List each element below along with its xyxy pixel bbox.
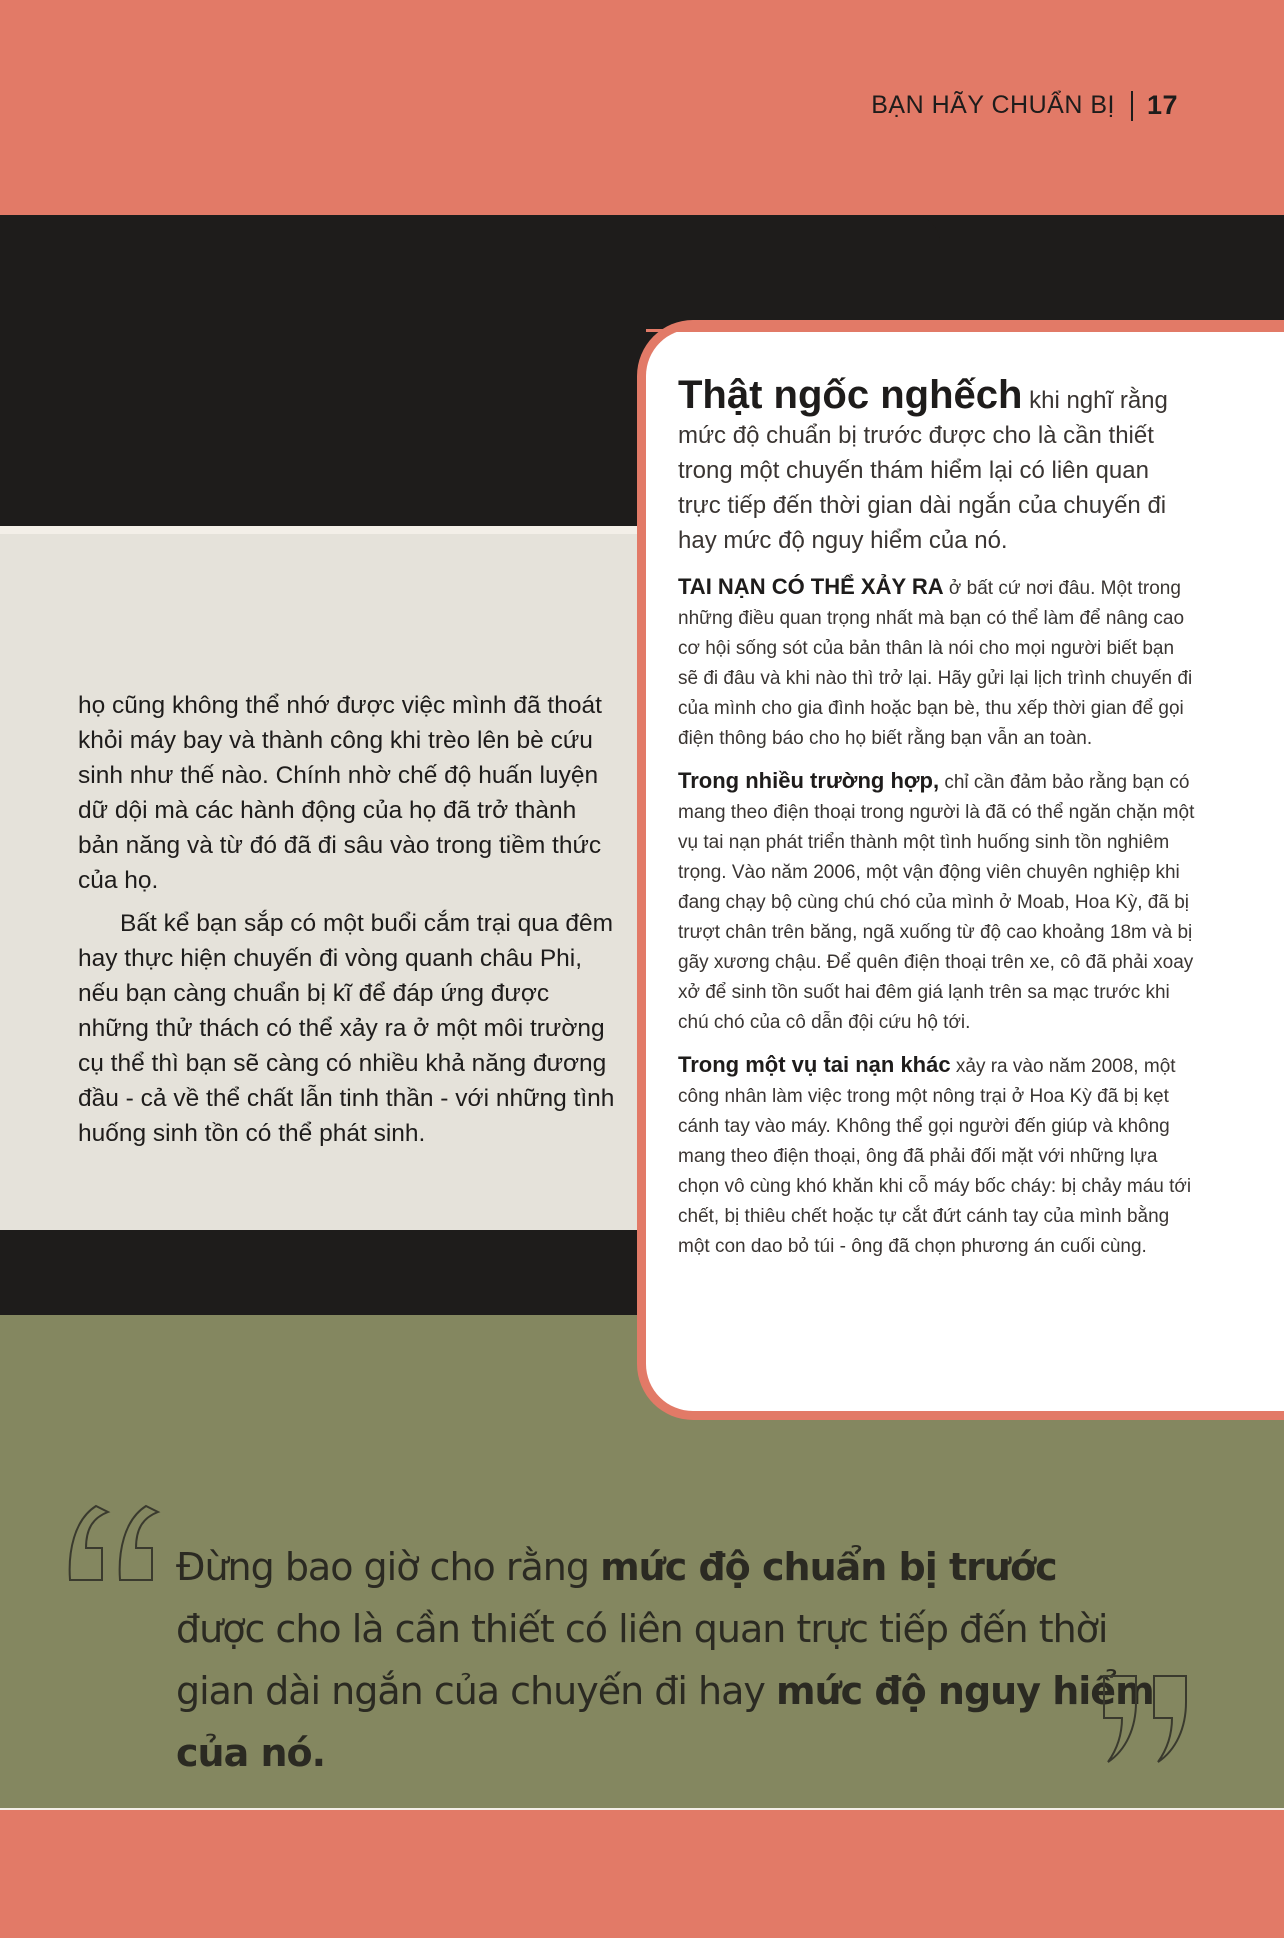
sidebar-text-2: chỉ cần đảm bảo rằng bạn có mang theo điện thoại trong người là đã có thể ngăn chặn một vụ tai nạn phát triển thành một tình huống sinh tồn nghiêm trọng. Vào năm 2006, một vận động viên chuyên nghiệp khi đang chạy bộ cùng chú chó của mình ở Moab, Hoa Kỳ, đã bị trượt chân trên băng, ngã xuống từ độ cao khoảng 18m và bị gãy xương chậu. Để quên điện thoại trên xe, cô đã phải xoay xở để sinh tồn suốt hai đêm giá lạnh trên sa mạc trước khi chú chó của cô dẫn đội cứu hộ tới. (678, 772, 1195, 1033)
sidebar-lead-text: khi nghĩ rằng mức độ chuẩn bị trước được cho là cần thiết trong một chuyến thám hiểm lại có liên quan trực tiếp đến thời gian dài ngắn của chuyến đi hay mức độ nguy hiểm của nó. (678, 387, 1168, 554)
page-number: 17 (1146, 90, 1178, 120)
pull-quote-bold-2: mức độ nguy hiểm của nó. (176, 1669, 1154, 1775)
pull-quote-bold-1: mức độ chuẩn bị trước (600, 1545, 1057, 1589)
main-paragraph-2: Bất kể bạn sắp có một buổi cắm trại qua đêm hay thực hiện chuyến đi vòng quanh châu Phi, nếu bạn càng chuẩn bị kĩ để đáp ứng được những thử thách có thể xảy ra ở một môi trường cụ thể thì bạn sẽ càng có nhiều khả năng đương đầu - cả về thể chất lẫn tinh thần - với những tình huống sinh tồn có thể phát sinh. (78, 910, 615, 1147)
pull-quote (176, 1536, 1156, 1784)
sidebar-lead (678, 373, 1198, 558)
close-quote-icon (1100, 1672, 1210, 1772)
main-body-text (78, 688, 623, 1159)
black-tab (0, 215, 940, 315)
sidebar-run-in-1: TAI NẠN CÓ THỂ XẢY RA (678, 574, 944, 599)
sidebar-text-3: xảy ra vào năm 2008, một công nhân làm việc trong một nông trại ở Hoa Kỳ đã bị kẹt cánh tay vào máy. Không thể gọi người đến giúp và không mang theo điện thoại, ông đã phải đối mặt với những lựa chọn vô cùng khó khăn khi cỗ máy bốc cháy: bị chảy máu tới chết, bị thiêu chết hoặc tự cắt đứt cánh tay của mình bằng một con dao bỏ túi - ông đã chọn phương án cuối cùng. (678, 1056, 1192, 1257)
sidebar-text-1: ở bất cứ nơi đâu. Một trong những điều quan trọng nhất mà bạn có thể làm để nâng cao cơ hội sống sót của bản thân là nói cho mọi người biết bạn sẽ đi đâu và khi nào thì trở lại. Hãy gửi lại lịch trình chuyến đi của mình cho gia đình hoặc bạn bè, thu xếp thời gian để gọi điện thông báo cho họ biết rằng bạn vẫn an toàn. (678, 578, 1193, 749)
pull-quote-part-1: Đừng bao giờ cho rằng (176, 1545, 601, 1589)
running-title: BẠN HÃY CHUẨN BỊ (871, 91, 1115, 119)
open-quote-icon (66, 1502, 176, 1602)
sidebar-paragraph-3 (678, 1050, 1198, 1262)
pull-quote-part-2: được cho là cần thiết có liên quan trực tiếp đến thời gian dài ngắn của chuyến đi hay (176, 1607, 1108, 1713)
main-paragraph-1: họ cũng không thể nhớ được việc mình đã thoát khỏi máy bay và thành công khi trèo lên bè cứu sinh như thế nào. Chính nhờ chế độ huấn luyện dữ dội mà các hành động của họ đã trở thành bản năng và từ đó đã đi sâu vào trong tiềm thức của họ. (78, 692, 602, 894)
sidebar-paragraph-2 (678, 766, 1198, 1038)
sidebar-run-in-3: Trong một vụ tai nạn khác (678, 1052, 951, 1077)
header-separator (1131, 91, 1133, 121)
running-header (871, 90, 1178, 121)
sidebar-run-in-2: Trong nhiều trường hợp, (678, 768, 940, 793)
sidebar-lead-title: Thật ngốc nghếch (678, 373, 1023, 417)
sidebar-paragraph-1 (678, 572, 1198, 754)
bottom-coral-band (0, 1810, 1284, 1938)
sidebar-content (678, 373, 1198, 1274)
